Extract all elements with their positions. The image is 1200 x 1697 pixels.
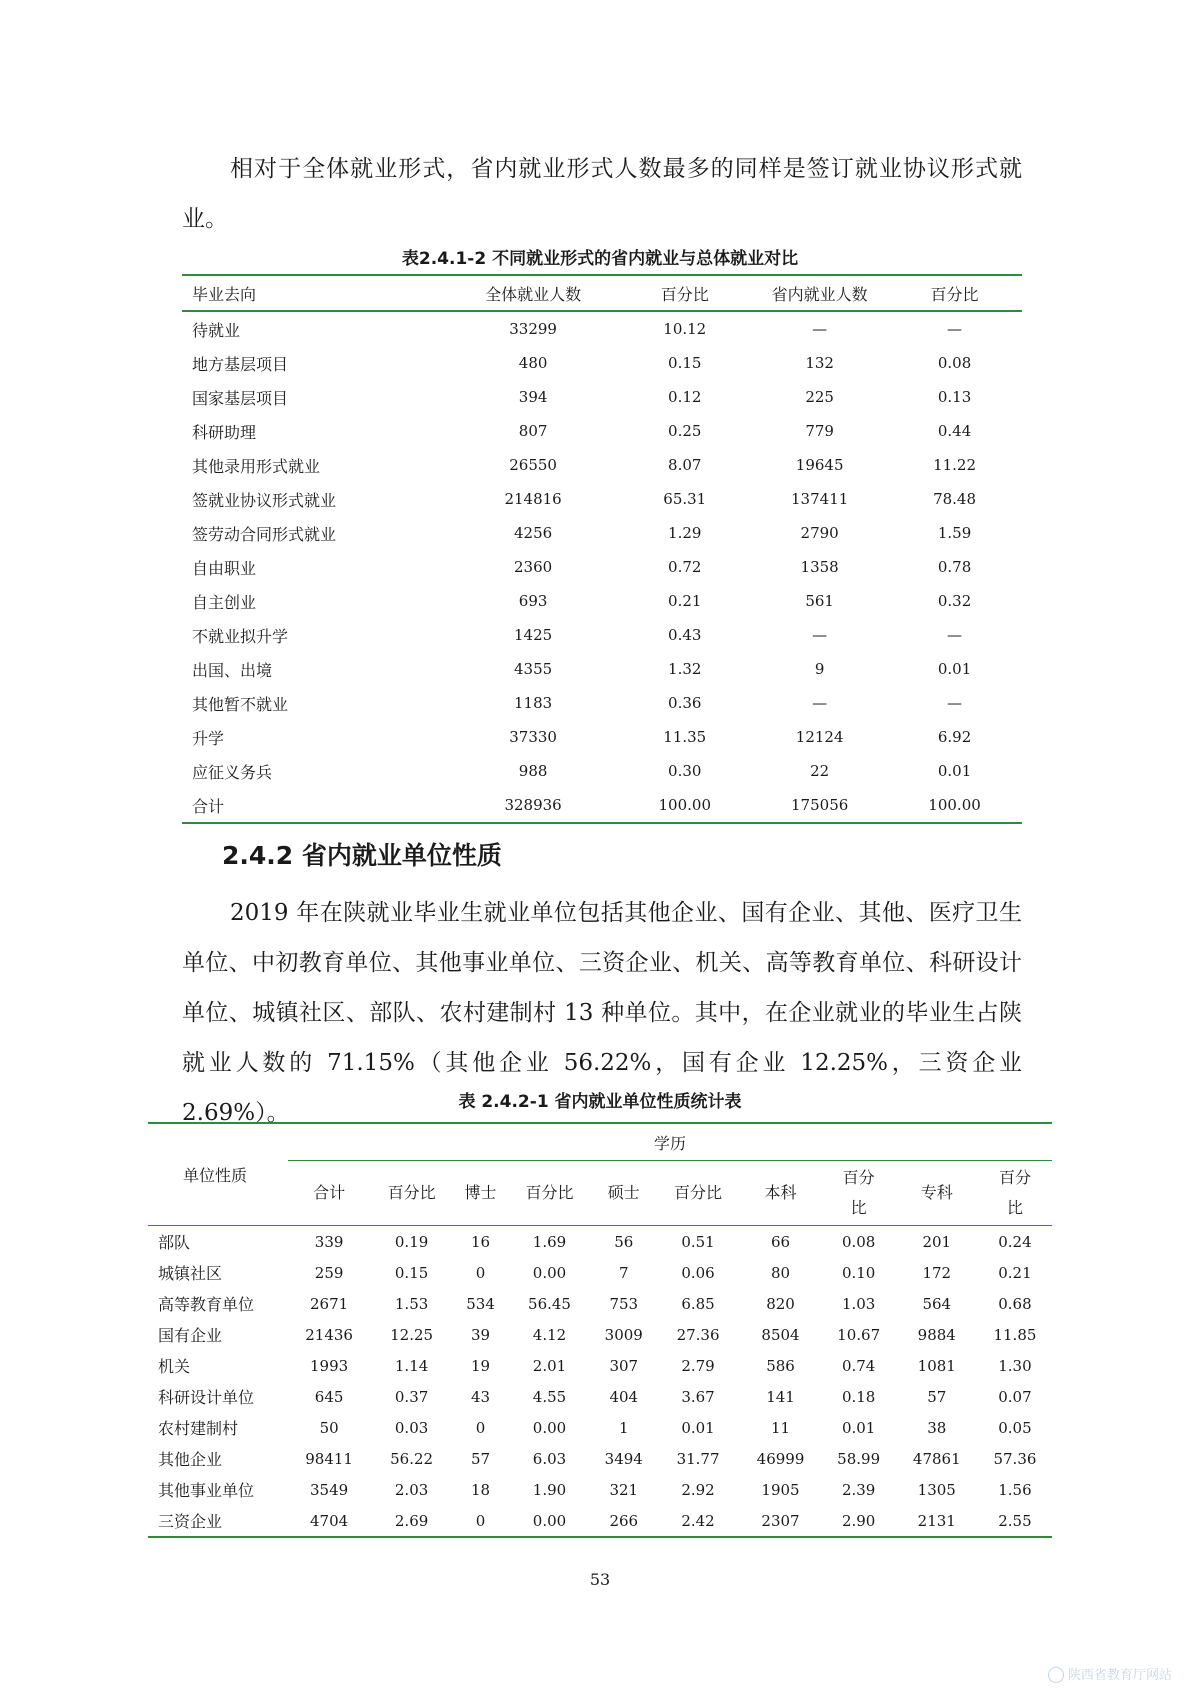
table2-cell: 11 (770, 1418, 791, 1437)
table2-cell: 339 (314, 1232, 344, 1251)
table2-subheader: 博士 (453, 1161, 508, 1226)
unit-nature-table (148, 1122, 1052, 1538)
table2-cell: 57 (471, 1449, 491, 1468)
table1-cell: 0.32 (937, 592, 972, 610)
table2-cell: 1305 (917, 1480, 956, 1499)
table1-row (182, 311, 1022, 346)
table1-cell: 65.31 (663, 490, 707, 508)
table2-row (148, 1319, 1052, 1350)
table2-row-label: 城镇社区 (158, 1264, 223, 1283)
table2-cell: 2.55 (978, 1505, 1052, 1537)
table2-row (148, 1350, 1052, 1381)
table2-row-label: 其他事业单位 (158, 1481, 255, 1500)
table2-cell: 753 (609, 1294, 639, 1313)
table2-cell: 266 (591, 1505, 657, 1537)
table1-cell: 137411 (791, 490, 849, 508)
table2-row (148, 1474, 1052, 1505)
table1-cell: 19645 (795, 456, 844, 474)
table1-cell: 37330 (509, 728, 557, 746)
table2-cell: 0.10 (841, 1263, 876, 1282)
table1-cell: — (812, 694, 828, 712)
table1-row-label: 合计 (182, 788, 449, 823)
unit-nature-paragraph: 2019 年在陕就业毕业生就业单位包括其他企业、国有企业、其他、医疗卫生单位、中初教育单位、其他事业单位、三资企业、机关、高等教育单位、科研设计单位、城镇社区、部队、农村建制村 13 种单位。其中，在企业就业的毕业生占陕就业人数的 71.15%（其他企业 56.22%，国有企业 12.25%，三资企业 2.69%）。 (182, 900, 1022, 1126)
table2-cell: 3494 (604, 1449, 643, 1468)
table1-cell: 132 (805, 354, 834, 372)
table1-cell: 100.00 (887, 788, 1022, 823)
table2-row (148, 1443, 1052, 1474)
table2-cell: 2.90 (822, 1505, 896, 1537)
table1-cell: 1.59 (937, 524, 972, 542)
table2-cell: 0.01 (841, 1418, 876, 1437)
table1-cell: 12124 (795, 728, 844, 746)
table1-row (182, 414, 1022, 448)
table1-cell: 33299 (509, 320, 557, 338)
table2-cell: 0 (453, 1505, 508, 1537)
table2-row-label: 三资企业 (148, 1505, 288, 1537)
table1-row (182, 482, 1022, 516)
page-number: 53 (589, 1570, 611, 1589)
table1-cell: 1.29 (668, 524, 702, 542)
table2-cell: 27.36 (676, 1325, 720, 1344)
table1-cell: 6.92 (937, 728, 972, 746)
table1-row-label: 地方基层项目 (192, 354, 289, 374)
table2-cell: 6.85 (681, 1294, 715, 1313)
table2-cell: 66 (770, 1232, 791, 1251)
table1-cell: 0.01 (937, 762, 972, 780)
table1-cell: 175056 (752, 788, 887, 823)
table2-subheader: 百分 比 (822, 1161, 896, 1226)
table2-cell: 46999 (756, 1449, 805, 1468)
table1-row (182, 448, 1022, 482)
table1-row-label: 自由职业 (192, 558, 257, 578)
table2-cell: 56 (614, 1232, 634, 1251)
table1-cell: 26550 (509, 456, 557, 474)
table2-cell: 1.90 (532, 1480, 567, 1499)
table2-row (148, 1257, 1052, 1288)
table1-row-label: 出国、出境 (192, 660, 273, 680)
table2-cell: 2.01 (532, 1356, 567, 1375)
table1-cell: 0.43 (668, 626, 702, 644)
table2-row-label: 国有企业 (158, 1326, 223, 1345)
table2-cell: 2.03 (394, 1480, 429, 1499)
table1-cell: 0.30 (668, 762, 702, 780)
table1-cell: 0.13 (937, 388, 972, 406)
table2-cell: 98411 (305, 1449, 353, 1468)
table1-cell: 0.44 (937, 422, 972, 440)
table1-cell: 779 (805, 422, 834, 440)
table2-cell: 4704 (288, 1505, 370, 1537)
table2-cell: 0.08 (841, 1232, 876, 1251)
table1-cell: 22 (810, 762, 830, 780)
table1-row-label: 不就业拟升学 (192, 626, 289, 646)
table1-cell: 328936 (449, 788, 617, 823)
section-heading: 2.4.2 省内就业单位性质 (222, 841, 502, 870)
table1-cell: 0.72 (668, 558, 702, 576)
table2-cell: 38 (927, 1418, 947, 1437)
table2-cell: 4.12 (532, 1325, 567, 1344)
table2-cell: 0.06 (681, 1263, 715, 1282)
table1-row-label: 待就业 (192, 320, 241, 340)
table1-cell: 10.12 (663, 320, 707, 338)
table2-cell: 307 (609, 1356, 639, 1375)
table2-cell: 9884 (917, 1325, 956, 1344)
table2-cell: 1993 (310, 1356, 349, 1375)
table1-cell: 8.07 (668, 456, 702, 474)
table2-cell: 57.36 (993, 1449, 1037, 1468)
table2-cell: 0.03 (394, 1418, 429, 1437)
table1-cell: 2790 (800, 524, 839, 542)
table2-cell: 1.56 (998, 1480, 1032, 1499)
table1-cell: 225 (805, 388, 834, 406)
table2-cell: 2671 (310, 1294, 349, 1313)
table2-cell: 18 (471, 1480, 491, 1499)
table1-row-label: 自主创业 (192, 592, 257, 612)
table1-cell: 0.01 (937, 660, 972, 678)
table2-caption: 表 2.4.2-1 省内就业单位性质统计表 (458, 1092, 742, 1112)
table1-cell: 4355 (514, 660, 553, 678)
table1-cell: 394 (518, 388, 548, 406)
table2-cell: 3.67 (681, 1387, 715, 1406)
table2-cell: 21436 (305, 1325, 353, 1344)
table2-cell: 58.99 (837, 1449, 881, 1468)
table1-cell: 214816 (504, 490, 562, 508)
table2-subheader: 百分比 (508, 1161, 591, 1226)
table2-cell: 3549 (310, 1480, 349, 1499)
intro-paragraph: 相对于全体就业形式，省内就业形式人数最多的同样是签订就业协议形式就业。 (182, 156, 1022, 232)
table2-cell: 56.45 (528, 1294, 571, 1313)
table1-row (182, 516, 1022, 550)
table2-row-label: 机关 (158, 1357, 191, 1376)
table1-cell: 1.32 (668, 660, 702, 678)
table2-cell: 0.51 (681, 1232, 715, 1251)
table2-cell: 0.18 (841, 1387, 876, 1406)
table1-cell: 0.78 (937, 558, 972, 576)
table1-cell: 0.15 (668, 354, 702, 372)
table1-cell: 0.21 (668, 592, 702, 610)
table1-header: 省内就业人数 (752, 275, 887, 311)
table2-cell: 57 (927, 1387, 947, 1406)
table1-row-label: 国家基层项目 (192, 388, 289, 408)
table2-subheader: 百分比 (370, 1161, 453, 1226)
table1-cell: 0.12 (668, 388, 702, 406)
table2-cell: 16 (471, 1232, 491, 1251)
table1-cell: 4256 (514, 524, 553, 542)
table2-cell: 56.22 (390, 1449, 434, 1468)
table2-cell: 0.37 (394, 1387, 429, 1406)
table1-row-label: 升学 (192, 728, 225, 748)
table2-cell: 2.39 (841, 1480, 876, 1499)
table1-cell: 807 (518, 422, 548, 440)
table2-cell: 0.00 (532, 1418, 567, 1437)
table1-cell: 480 (518, 354, 548, 372)
table2-subheader: 百分比 (657, 1161, 740, 1226)
employment-form-table (182, 274, 1022, 824)
table1-row-label: 应征义务兵 (192, 762, 273, 782)
table1-cell: 100.00 (617, 788, 752, 823)
table2-subheader: 专科 (896, 1161, 978, 1226)
table2-cell: 586 (766, 1356, 795, 1375)
table2-cell: 12.25 (390, 1325, 434, 1344)
table1-cell: 11.22 (933, 456, 977, 474)
table2-cell: 39 (471, 1325, 491, 1344)
table1-cell: 0.25 (668, 422, 702, 440)
table2-cell: 19 (471, 1356, 491, 1375)
table1-row (182, 788, 1022, 823)
table2-cell: 1081 (917, 1356, 956, 1375)
table1-header: 百分比 (887, 275, 1022, 311)
table2-cell: 0.68 (998, 1294, 1032, 1313)
education-header: 学历 (288, 1123, 1052, 1161)
table2-cell: 2.69 (370, 1505, 453, 1537)
table1-cell: — (947, 320, 963, 338)
table2-cell: 534 (466, 1294, 495, 1313)
table1-cell: — (947, 626, 963, 644)
table2-cell: 2.79 (681, 1356, 715, 1375)
table1-row (182, 584, 1022, 618)
table2-subheader: 本科 (739, 1161, 821, 1226)
table1-row (182, 754, 1022, 788)
table2-cell: 3009 (604, 1325, 643, 1344)
table2-row-label: 农村建制村 (158, 1419, 239, 1438)
table2-cell: 1.69 (532, 1232, 567, 1251)
table1-cell: 1183 (514, 694, 553, 712)
table2-cell: 564 (922, 1294, 952, 1313)
table2-cell: 2131 (896, 1505, 978, 1537)
table2-row (148, 1505, 1052, 1537)
table2-cell: 1.03 (841, 1294, 876, 1313)
table1-cell: 0.08 (937, 354, 972, 372)
table1-row (182, 618, 1022, 652)
table2-subheader: 合计 (288, 1161, 370, 1226)
table2-cell: 1.14 (394, 1356, 429, 1375)
table2-row-label: 部队 (158, 1233, 191, 1252)
table2-row (148, 1381, 1052, 1412)
table1-caption: 表2.4.1-2 不同就业形式的省内就业与总体就业对比 (401, 249, 799, 269)
table2-cell: 2.42 (657, 1505, 740, 1537)
table2-cell: 0.74 (841, 1356, 876, 1375)
table1-row (182, 550, 1022, 584)
table2-cell: 11.85 (993, 1325, 1037, 1344)
table1-row-label: 科研助理 (192, 422, 257, 442)
table2-cell: 2.92 (681, 1480, 715, 1499)
table2-cell: 43 (471, 1387, 491, 1406)
table2-cell: 7 (619, 1263, 629, 1282)
table2-cell: 0.21 (998, 1263, 1032, 1282)
table1-header: 全体就业人数 (449, 275, 617, 311)
table1-cell: 988 (518, 762, 548, 780)
table1-cell: — (812, 626, 828, 644)
watermark (1048, 1664, 1172, 1684)
table1-cell: — (812, 320, 828, 338)
table2-cell: 0.00 (532, 1263, 567, 1282)
table1-cell: — (947, 694, 963, 712)
table2-cell: 10.67 (837, 1325, 881, 1344)
table1-row (182, 380, 1022, 414)
table2-cell: 172 (922, 1263, 952, 1282)
table1-row-label: 签劳动合同形式就业 (192, 524, 337, 544)
table1-row-label: 签就业协议形式就业 (192, 490, 337, 510)
table2-cell: 1 (619, 1418, 629, 1437)
table1-row (182, 346, 1022, 380)
table2-cell: 404 (609, 1387, 639, 1406)
table2-cell: 259 (314, 1263, 344, 1282)
table1-cell: 693 (518, 592, 548, 610)
table2-cell: 0.05 (998, 1418, 1032, 1437)
table1-header: 毕业去向 (182, 275, 449, 311)
table1-cell: 11.35 (663, 728, 707, 746)
table2-cell: 8504 (761, 1325, 800, 1344)
table2-cell: 201 (922, 1232, 952, 1251)
table1-cell: 2360 (514, 558, 553, 576)
table2-cell: 0 (475, 1418, 486, 1437)
table2-cell: 141 (766, 1387, 795, 1406)
table1-cell: 0.36 (668, 694, 702, 712)
table2-cell: 50 (319, 1418, 339, 1437)
table1-row-label: 其他录用形式就业 (192, 456, 321, 476)
table2-cell: 47861 (912, 1449, 961, 1468)
table1-header-row (182, 275, 1022, 311)
table2-cell: 0.00 (508, 1505, 591, 1537)
table2-cell: 6.03 (532, 1449, 567, 1468)
table2-header-row-1 (148, 1123, 1052, 1161)
table2-cell: 321 (609, 1480, 639, 1499)
table2-cell: 820 (766, 1294, 795, 1313)
table1-cell: 1358 (800, 558, 839, 576)
watermark-logo-icon (1048, 1667, 1064, 1683)
table2-cell: 645 (314, 1387, 344, 1406)
table1-cell: 78.48 (933, 490, 977, 508)
table2-cell: 1.53 (394, 1294, 429, 1313)
table2-row-label: 高等教育单位 (158, 1295, 255, 1314)
table1-header: 百分比 (617, 275, 752, 311)
table2-cell: 1905 (761, 1480, 800, 1499)
table2-body (148, 1226, 1052, 1538)
table2-row (148, 1288, 1052, 1319)
table2-row-label: 其他企业 (158, 1450, 223, 1469)
table1-row (182, 720, 1022, 754)
table2-cell: 2307 (739, 1505, 821, 1537)
table2-row (148, 1226, 1052, 1258)
table2-subheader: 百分 比 (978, 1161, 1052, 1226)
table2-cell: 0.15 (394, 1263, 429, 1282)
table2-cell: 0.07 (998, 1387, 1032, 1406)
table2-cell: 31.77 (676, 1449, 720, 1468)
table1-row (182, 686, 1022, 720)
table2-cell: 4.55 (532, 1387, 567, 1406)
table1-cell: 9 (814, 660, 825, 678)
table1-cell: 1425 (514, 626, 553, 644)
table1-body (182, 311, 1022, 823)
table2-row-label: 科研设计单位 (158, 1388, 255, 1407)
table2-cell: 80 (770, 1263, 791, 1282)
table2-cell: 0 (475, 1263, 486, 1282)
table2-cell: 0.01 (681, 1418, 715, 1437)
table2-cell: 0.24 (998, 1232, 1032, 1251)
table2-cell: 1.30 (998, 1356, 1032, 1375)
table2-row (148, 1412, 1052, 1443)
table1-row-label: 其他暂不就业 (192, 694, 289, 714)
watermark-text: 陕西省教育厅网站 (1067, 1667, 1172, 1683)
unit-nature-header: 单位性质 (148, 1123, 288, 1226)
table1-row (182, 652, 1022, 686)
table2-cell: 0.19 (394, 1232, 429, 1251)
table2-subheader: 硕士 (591, 1161, 657, 1226)
table1-cell: 561 (805, 592, 834, 610)
